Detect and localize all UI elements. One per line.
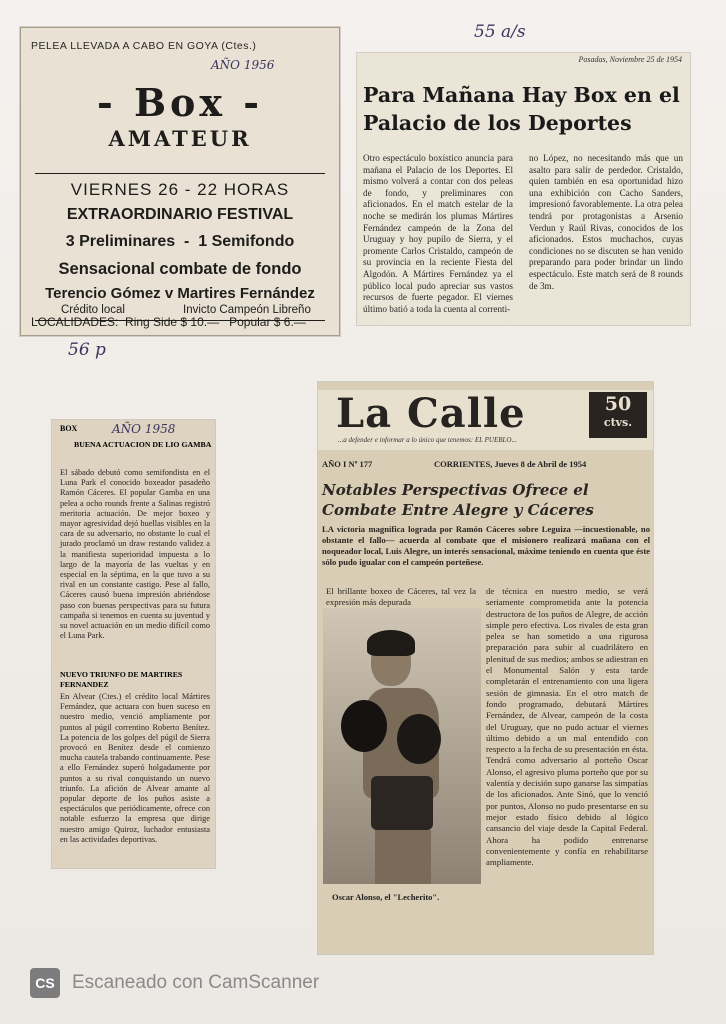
price-box [589,392,647,438]
article1-date: Posadas, Noviembre 25 de 1954 [578,55,682,64]
article2-sub1: BUENA ACTUACION DE LIO GAMBA [74,440,212,449]
article1-headline: Para Mañana Hay Box en el Palacio de los Deportes [363,83,680,135]
ad-fighters: Terencio Gómez v Martires Fernández [45,285,315,302]
hand-note-56: 56 p [68,340,106,360]
photo-caption: Oscar Alonso, el "Lecherito". [332,892,440,902]
ad-title: - Box - [96,80,264,125]
article-gamba [52,420,215,868]
ad-main-event: Sensacional combate de fondo [58,260,302,278]
ad-rule [35,173,325,174]
box-amateur-ad [20,27,340,336]
article3-left-col: El brillante boxeo de Cáceres, tal vez la expresión más depurada [326,586,476,608]
boxer-legs [375,830,431,884]
la-calle-masthead [318,390,653,450]
price-unit: ctvs. [603,416,633,429]
boxing-glove-right [397,714,441,764]
masthead-name: La Calle [336,390,526,437]
ad-when: VIERNES 26 - 22 HORAS [70,180,290,199]
ad-hand-year: AÑO 1956 [211,58,275,72]
ad-subtitle: AMATEUR [108,126,252,151]
article3-headline: Notables Perspectivas Ofrece el Combate Entre Alegre y Cáceres [322,481,594,519]
ad-top-line: PELEA LLEVADA A CABO EN GOYA (Ctes.) [31,40,257,52]
boxing-glove-left [341,700,387,752]
ad-prices: LOCALIDADES: Ring Side $ 10.— Popular $ 6.— [31,315,306,329]
ad-festival: EXTRAORDINARIO FESTIVAL [66,206,294,223]
issue-number: AÑO I Nº 177 [322,459,373,469]
ad-preliminaries: 3 Preliminares - 1 Semifondo [65,233,295,250]
article1-col2: no López, no necesitando más que un asalto para salir de perdedor. Cristaldo, quien también en esa oportunidad hizo una exhibición con Cacho Sanders, impresionó favorablemente. La otra pelea tendrá por protagonistas a Arsenio Verdun y Raúl Rivas, conocidos de los aficionados. Estos muchachos, cuyas condiciones no se discuten se han venido preparando para poder brindar un lindo espectáculo. Este match será de 8 rounds de 3m. [529,153,683,291]
hand-note-55: 55 a/s [474,22,526,42]
ad-credit-local: Crédito local [61,304,125,316]
article3-right-col: de técnica en nuestro medio, se verá seriamente comprometida ante la potencia destructora de los puños de Alegre, de acción simple pero efectiva. Los rivales de esta gran pelea se han sometido a una rigurosa preparación para subir al cuadrilátero en plenitud de sus medios; ambos se adiestran en el Monumental Salón y esta tarde completarán el entrenamiento con una ligera sesión de gimnasia. En el otro match de fondo programado, debutará Mártires Fernández, de Alvear, campeón de la costa del Uruguay, que no pudo actuar el viernes último debido a un mal entendido con respecto a la fecha de su presentación en ésta. Tendrá como adversario al porteño Oscar Alonso, el agresivo pluma porteño que por su valentía y decisión supo ganarse las simpatías de los aficionados. Ante Sinó, que lo venció por puntos, Alonso no pudo presentarse en su mejor estado físico debido al lógico cansancio del viaje desde la Capital Federal. Ahora ha podido entrenarse convenientemente y confía en rehabilitarse ampliamente. [486,586,648,868]
article-la-calle [318,382,653,954]
article2-body2: En Alvear (Ctes.) el crédito local Mártires Fernández, que actuara con buen suceso en nuestro medio, venció ampliamente por puntos al púgil correntino Roberto Benítez. La potencia de los golpes del púgil de Sierra provocó en Benítez desde el comienzo mucha cautela trabando continuamente. Pese a ello Fernández superó holgadamente por puntos a su rival conquistando un nuevo triunfo. La afición de Alvear amante al popular deporte de los puños asiste a espectáculos que periódicamente, ofrece con notable esfuerzo la empresa que dirige nuestro amigo Quiroz, luchador entusiasta en las actividades deportivas. [60,692,210,844]
article2-hand-year: AÑO 1958 [112,422,176,436]
article2-tag: BOX [60,424,78,433]
article2-body1: El sábado debutó como semifondista en el Luna Park el conocido boxeador pasadeño Ramón Cáceres. El popular Gamba en una pelea a ocho rounds frente a Salinas registró meritoria actuación. De mejor boxeo y mayor agresividad dejó huellas visibles en la cara de su adversario, no obstante lo cual el jurado proclamó un draw restando validez a la manifiesta superioridad impuesta a lo largo de la mayoría de las vueltas y en especial en la séptima, en la que tuvo a su rival en un constante castigo. Pese al fallo, Cáceres causó buena impresión abriéndose paso con buenas perspectivas para su futura campaña si tenemos en cuenta su juventud y su novel actuación en un medio difícil como el Luna Park. [60,468,210,641]
article-posadas [357,53,690,325]
article3-lead: LA victoria magnífica lograda por Ramón Cáceres sobre Leguiza —incuestionable, no obstante el fallo— acuerda al combate que el misionero realizará mañana con el noqueador local, Luis Alegre, un interés sensacional, máxime teniendo en cuenta que éste sólo pudo igualar con el campeón porteñese. [322,524,650,567]
issue-date: CORRIENTES, Jueves 8 de Abril de 1954 [434,459,587,469]
article1-col1: Otro espectáculo boxístico anuncia para mañana el Palacio de los Deportes. El mismo volverá a contar con dos peleas de fondo, y preliminares con aficionados. En el match estelar de la noche se medirán los plumas Mártires Fernández campeón de la Zona del Uruguay y hoy pupilo de Sierra, y el promente Carlos Cristaldo, campeón de su provincia en la reciente Fiesta del Algodón. A Mártires Fernández ya el público local pudo apreciar sus vastos recursos de fuerte pegador. El viernes último batió a toda la cuenta al correnti- [363,153,513,314]
ad-invicto: Invicto Campeón Libreño [183,304,311,316]
price-number: 50 [604,393,632,415]
boxer-hair [367,630,415,656]
boxer-photo [323,608,481,884]
camscanner-logo: CS [30,968,60,998]
camscanner-watermark: Escaneado con CamScanner [72,972,320,993]
masthead-slogan: ...a defender e informar a lo único que tenemos: EL PUEBLO... [338,436,517,444]
article2-sub2: NUEVO TRIUNFO DE MARTIRES FERNANDEZ [60,670,183,689]
boxer-trunks [371,776,433,830]
